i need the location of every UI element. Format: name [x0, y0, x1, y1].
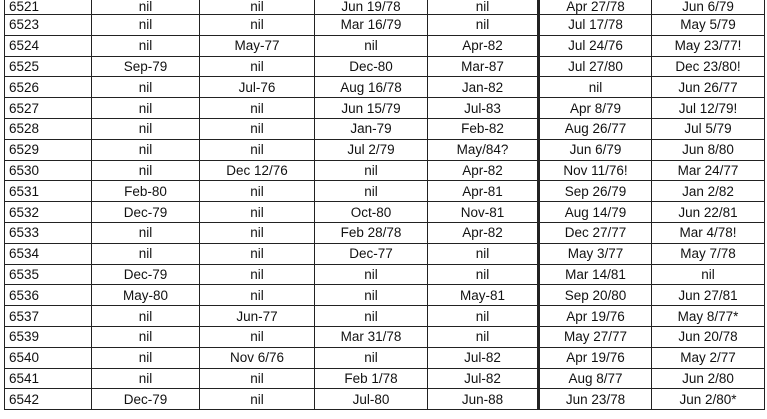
- table-cell-col-4: Dec-77: [315, 243, 428, 264]
- table-cell-col-7: Jun 22/81: [652, 202, 765, 223]
- table-cell-col-7: Jul 5/79: [652, 118, 765, 139]
- table-row: [5, 306, 765, 327]
- table-cell-col-6: Jun 6/79: [539, 139, 652, 160]
- table-cell-col-2: May-80: [92, 285, 200, 306]
- table-cell-col-5: nil: [428, 15, 539, 36]
- table-cell-col-3: nil: [200, 264, 315, 285]
- data-table: [4, 0, 765, 410]
- table-cell-col-3: nil: [200, 368, 315, 389]
- table-cell-col-7: Jan 2/82: [652, 181, 765, 202]
- table-cell-col-4: nil: [315, 347, 428, 368]
- table-cell-col-6: Apr 8/79: [539, 98, 652, 119]
- table-cell-col-6: Apr 19/76: [539, 347, 652, 368]
- table-cell-col-7: Dec 23/80!: [652, 56, 765, 77]
- table-cell-col-3: May-77: [200, 35, 315, 56]
- table-cell-col-5: Apr-81: [428, 181, 539, 202]
- table-cell-col-3: nil: [200, 56, 315, 77]
- table-cell-col-6: Jul 27/80: [539, 56, 652, 77]
- table-cell-col-3: nil: [200, 139, 315, 160]
- table-cell-col-5: Apr-82: [428, 35, 539, 56]
- table-cell-col-2: Sep-79: [92, 56, 200, 77]
- table-cell-col-6: Jul 24/76: [539, 35, 652, 56]
- table-cell-col-5: nil: [428, 0, 539, 15]
- table-cell-row-id: 6521: [5, 0, 92, 15]
- table-cell-col-2: nil: [92, 98, 200, 119]
- table-cell-col-5: Jul-82: [428, 368, 539, 389]
- table-cell-row-id: 6542: [5, 389, 92, 410]
- table-cell-col-5: nil: [428, 326, 539, 347]
- table-cell-col-6: Sep 26/79: [539, 181, 652, 202]
- table-cell-col-7: May 7/78: [652, 243, 765, 264]
- table-cell-col-2: nil: [92, 35, 200, 56]
- table-cell-col-2: nil: [92, 118, 200, 139]
- table-cell-col-5: Nov-81: [428, 202, 539, 223]
- table-cell-col-7: May 23/77!: [652, 35, 765, 56]
- table-cell-col-4: Jun 19/78: [315, 0, 428, 15]
- table-row: [5, 368, 765, 389]
- table-cell-col-7: Jul 12/79!: [652, 98, 765, 119]
- table-cell-col-7: Jun 8/80: [652, 139, 765, 160]
- table-cell-col-3: nil: [200, 181, 315, 202]
- table-row: [5, 56, 765, 77]
- table-cell-row-id: 6526: [5, 77, 92, 98]
- table-row: [5, 222, 765, 243]
- table-cell-col-6: nil: [539, 77, 652, 98]
- table-cell-col-3: nil: [200, 0, 315, 15]
- table-row: [5, 347, 765, 368]
- table-cell-col-6: Jun 23/78: [539, 389, 652, 410]
- table-row: [5, 326, 765, 347]
- table-cell-col-2: Feb-80: [92, 181, 200, 202]
- table-cell-col-5: nil: [428, 243, 539, 264]
- table-cell-row-id: 6529: [5, 139, 92, 160]
- table-cell-col-3: nil: [200, 202, 315, 223]
- table-cell-col-3: nil: [200, 243, 315, 264]
- table-cell-col-5: May/84?: [428, 139, 539, 160]
- table-cell-col-5: May-81: [428, 285, 539, 306]
- table-cell-col-6: Sep 20/80: [539, 285, 652, 306]
- table-cell-col-6: Jul 17/78: [539, 15, 652, 36]
- table-cell-col-7: Jun 6/79: [652, 0, 765, 15]
- table-cell-col-4: Jul 2/79: [315, 139, 428, 160]
- table-cell-col-3: nil: [200, 118, 315, 139]
- table-cell-col-3: nil: [200, 389, 315, 410]
- table-cell-col-7: Mar 24/77: [652, 160, 765, 181]
- table-cell-row-id: 6528: [5, 118, 92, 139]
- table-row: [5, 118, 765, 139]
- table-row: [5, 181, 765, 202]
- table-row: [5, 264, 765, 285]
- table-cell-col-2: Dec-79: [92, 202, 200, 223]
- table-cell-col-2: Dec-79: [92, 389, 200, 410]
- table-cell-col-4: Oct-80: [315, 202, 428, 223]
- table-cell-col-7: Jun 2/80*: [652, 389, 765, 410]
- table-row: [5, 77, 765, 98]
- table-cell-col-3: nil: [200, 15, 315, 36]
- table-cell-col-3: nil: [200, 222, 315, 243]
- table-cell-col-4: Jan-79: [315, 118, 428, 139]
- table-cell-col-7: Jun 27/81: [652, 285, 765, 306]
- table-cell-col-2: Dec-79: [92, 264, 200, 285]
- table-cell-row-id: 6540: [5, 347, 92, 368]
- table-cell-col-6: Apr 19/76: [539, 306, 652, 327]
- table-cell-col-4: Feb 28/78: [315, 222, 428, 243]
- table-cell-col-2: nil: [92, 15, 200, 36]
- table-cell-col-4: Dec-80: [315, 56, 428, 77]
- table-cell-col-6: Mar 14/81: [539, 264, 652, 285]
- table-cell-col-7: May 8/77*: [652, 306, 765, 327]
- table-cell-row-id: 6530: [5, 160, 92, 181]
- table-cell-col-2: nil: [92, 77, 200, 98]
- table-cell-col-2: nil: [92, 160, 200, 181]
- table-cell-col-2: nil: [92, 139, 200, 160]
- table-cell-col-4: Jul-80: [315, 389, 428, 410]
- table-cell-row-id: 6532: [5, 202, 92, 223]
- table-cell-col-6: Apr 27/78: [539, 0, 652, 15]
- table-cell-col-6: Aug 8/77: [539, 368, 652, 389]
- table-row: [5, 202, 765, 223]
- table-row: [5, 160, 765, 181]
- table-cell-row-id: 6523: [5, 15, 92, 36]
- table-cell-col-5: Apr-82: [428, 160, 539, 181]
- table-cell-col-2: nil: [92, 222, 200, 243]
- table-row: [5, 15, 765, 36]
- table-cell-row-id: 6535: [5, 264, 92, 285]
- table-cell-col-4: Mar 31/78: [315, 326, 428, 347]
- table-cell-row-id: 6525: [5, 56, 92, 77]
- table-cell-col-5: nil: [428, 306, 539, 327]
- table-cell-col-6: May 27/77: [539, 326, 652, 347]
- table-cell-col-5: Jul-83: [428, 98, 539, 119]
- table-cell-col-3: Dec 12/76: [200, 160, 315, 181]
- table-cell-col-2: nil: [92, 243, 200, 264]
- table-row: [5, 0, 765, 15]
- table-cell-col-6: May 3/77: [539, 243, 652, 264]
- table-cell-col-6: Aug 26/77: [539, 118, 652, 139]
- table-cell-col-7: May 5/79: [652, 15, 765, 36]
- table-cell-col-4: nil: [315, 306, 428, 327]
- table-cell-col-3: nil: [200, 326, 315, 347]
- table-cell-col-3: nil: [200, 285, 315, 306]
- table-cell-row-id: 6533: [5, 222, 92, 243]
- table-cell-col-5: Mar-87: [428, 56, 539, 77]
- table-cell-col-2: nil: [92, 347, 200, 368]
- table-row: [5, 285, 765, 306]
- table-cell-col-4: Aug 16/78: [315, 77, 428, 98]
- table-cell-col-7: Jun 20/78: [652, 326, 765, 347]
- table-cell-col-5: Apr-82: [428, 222, 539, 243]
- table-row: [5, 98, 765, 119]
- table-cell-col-6: Dec 27/77: [539, 222, 652, 243]
- table-cell-col-4: Jun 15/79: [315, 98, 428, 119]
- table-cell-col-4: Mar 16/79: [315, 15, 428, 36]
- table-cell-col-2: nil: [92, 368, 200, 389]
- table-cell-col-5: Jul-82: [428, 347, 539, 368]
- table-cell-col-3: Nov 6/76: [200, 347, 315, 368]
- table-row: [5, 243, 765, 264]
- table-row: [5, 139, 765, 160]
- table-cell-col-7: nil: [652, 264, 765, 285]
- table-cell-col-7: May 2/77: [652, 347, 765, 368]
- table-cell-row-id: 6537: [5, 306, 92, 327]
- table-body: [5, 0, 765, 410]
- table-cell-col-5: Jan-82: [428, 77, 539, 98]
- table-row: [5, 35, 765, 56]
- data-table-container: [4, 0, 764, 410]
- table-row: [5, 389, 765, 410]
- table-cell-col-4: nil: [315, 181, 428, 202]
- table-cell-col-4: nil: [315, 285, 428, 306]
- table-cell-col-2: nil: [92, 326, 200, 347]
- table-cell-col-4: Feb 1/78: [315, 368, 428, 389]
- table-cell-row-id: 6536: [5, 285, 92, 306]
- table-cell-col-7: Jun 26/77: [652, 77, 765, 98]
- table-cell-col-6: Aug 14/79: [539, 202, 652, 223]
- table-cell-col-5: Feb-82: [428, 118, 539, 139]
- table-cell-col-7: Jun 2/80: [652, 368, 765, 389]
- table-cell-col-2: nil: [92, 306, 200, 327]
- table-cell-col-5: Jun-88: [428, 389, 539, 410]
- table-cell-col-4: nil: [315, 160, 428, 181]
- table-cell-col-4: nil: [315, 264, 428, 285]
- table-cell-col-2: nil: [92, 0, 200, 15]
- table-cell-row-id: 6524: [5, 35, 92, 56]
- table-cell-col-4: nil: [315, 35, 428, 56]
- table-cell-row-id: 6531: [5, 181, 92, 202]
- table-cell-col-7: Mar 4/78!: [652, 222, 765, 243]
- table-cell-col-6: Nov 11/76!: [539, 160, 652, 181]
- table-cell-row-id: 6541: [5, 368, 92, 389]
- table-cell-col-3: Jul-76: [200, 77, 315, 98]
- table-cell-col-3: Jun-77: [200, 306, 315, 327]
- table-cell-col-5: nil: [428, 264, 539, 285]
- table-cell-row-id: 6539: [5, 326, 92, 347]
- table-cell-col-3: nil: [200, 98, 315, 119]
- table-cell-row-id: 6527: [5, 98, 92, 119]
- table-cell-row-id: 6534: [5, 243, 92, 264]
